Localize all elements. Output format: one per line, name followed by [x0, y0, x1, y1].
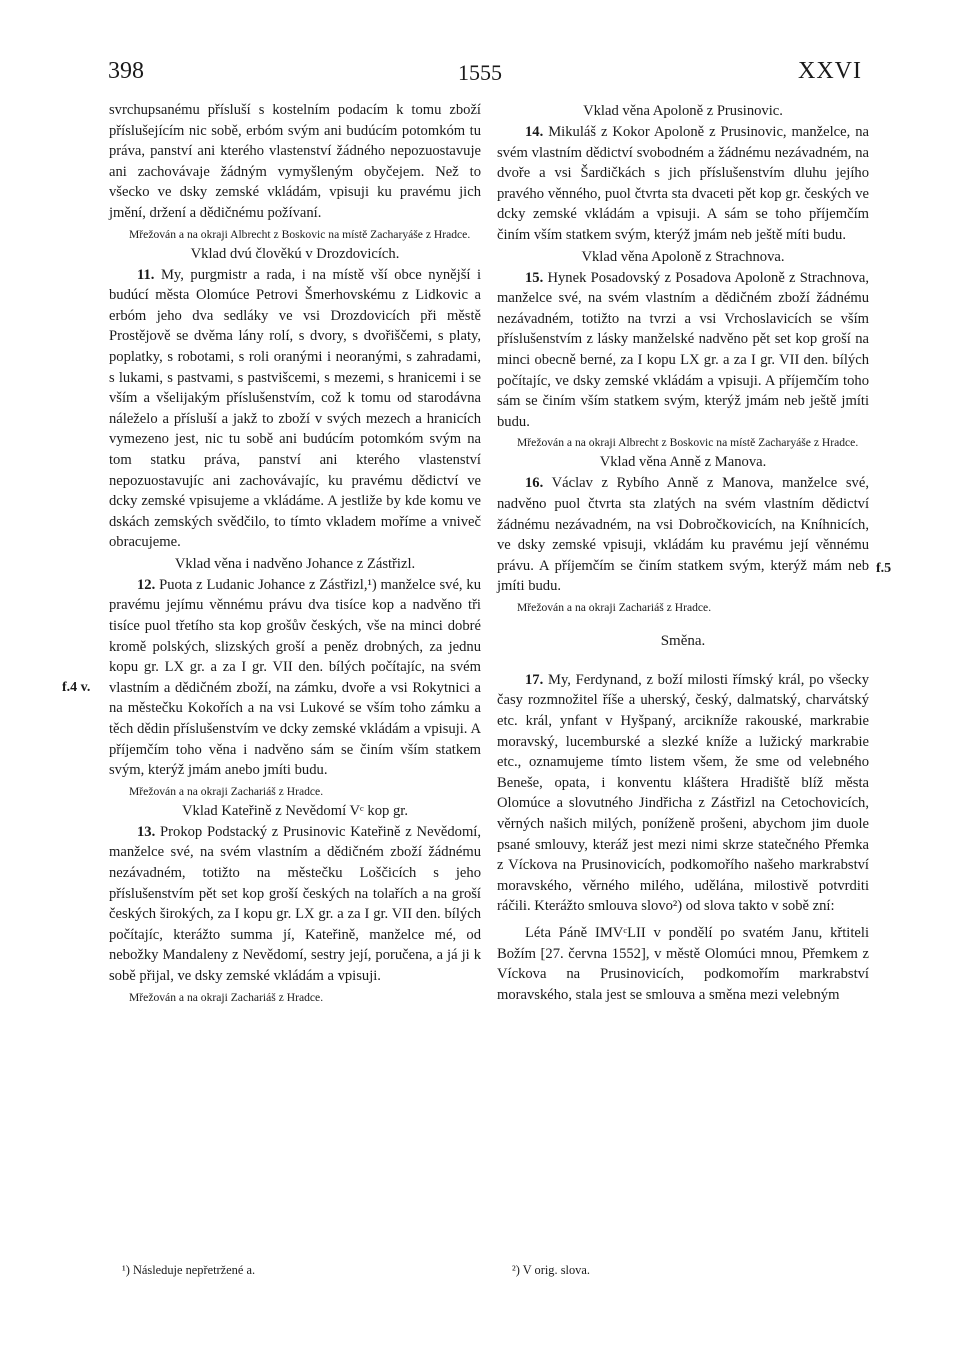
entry-number: 11.	[137, 266, 155, 283]
entry-text: Puota z Ludanic Johance z Zástřizl,¹) manželce své, ku pravému jejímu věnnému právu dva tisíce kop a nadvěno tři tisíce puol třetího sta kop grošův českých, vše na minci dobré kromě polských, slizských groší a peněz drobných, za jednu kopu gr. LX gr. a za I gr. VII den. bílých počítajíc, na svém vlastním a dědičném zboží, na zámku, dvoře a vsi Rokytnici a na městečku Kokořích a na vsi Lukové se vším toho zámku a těch dědin příslušenstvím ve dcky zemské vkládám a vpisuji. A příjemčím toho věna i nadvěno sám se činím vším statkem svým, kterýž jmám anebo jmíti budu.	[109, 576, 481, 779]
annotation-note: Mřežován a na okraji Zachariáš z Hradce.	[129, 784, 324, 798]
entry-text: My, Ferdynand, z boží milosti římský král, po všecky časy rozmnožitel říše a uherský, český, dalmatský, charvátský etc. král, ynfant v Hyšpaný, arcikníže rakouské, markrabie moravský, lucemburské a slezké kníže a lužický markrabie etc., oznamujeme tímto listem všem, že sme od velebného Beneše, opata, i konventu kláštera Hradiště blíž města Olomúce a slovutného Jindřicha z Zástřizl na Cetochovicích, věrných našich milých, poníženě prošeni, abychom jim duole psané smlouvy, kteráž jest mezi nimi skrze statečného Přemka z Víckova na Prusinovicích, podkomořího našeho markrabství moravského, věrného milého, udělána, milostivě potvrditi ráčili. Kterážto smlouva slovo²) od slova takto v sobě zní:	[497, 671, 869, 915]
paragraph: svrchupsanému přísluší s kostelním podacím k tomu zboží příslušejícím nic sobě, erbóm svým ani budúcím potomkóm tu práva, panství ani kterého vlastenství žádného nepozuostavuje ani zachovávaje žádným vymyšleným obyčejem. Než to všecko ve dsky zemské vkládám, vpisuji ku pravému jich jmění, držení a dědičnému požívaní.	[109, 102, 481, 221]
entry-text: Hynek Posadovský z Posadova Apoloně z Strachnova, manželce své, na svém vlastním a dědičném zboží žádnému nezávadném, totižto na tvrzi a vsi Vrchoslavicích se vším příslušenstvím z lásky manželské nadvěno pět set kop groší na minci obecně berné, za I kopu LX gr. a za I gr. VII den. bílých počítajíc, ve dsky zemské vkládám a vpisuji. A příjemčím toho sám se činím vším statkem svým, kterýž jmám neb ještě jmíti budu.	[497, 269, 869, 430]
footnote-left: ¹) Následuje nepřetržené a.	[122, 1263, 256, 1277]
section-number: XXVI	[798, 58, 862, 84]
paragraph: Léta Páně IMVᶜLII v pondělí po svatém Janu, křtiteli Božím [27. června 1552], v městě Olomúci mnou, Přemkem z Víckova na Prusinovicích, podkomořím markrabství moravského, stala jest se smlouva a směna mezi velebným	[497, 925, 869, 1003]
entry-heading: Vklad věna Apoloně z Prusinovic.	[583, 103, 783, 119]
entry-heading: Vklad dvú člověkú v Drozdovicích.	[190, 245, 400, 262]
entry-number: 17.	[525, 671, 544, 688]
folio-marker-right: f.5	[876, 561, 892, 576]
entry-paragraph	[109, 575, 481, 781]
page-header	[0, 58, 960, 88]
annotation-note: Mřežován a na okraji Zachariáš z Hradce.	[129, 990, 324, 1004]
entry-number: 12.	[137, 576, 156, 593]
entry-number: 13.	[137, 823, 156, 840]
entry-paragraph	[109, 265, 481, 553]
entry-number: 15.	[525, 269, 544, 286]
entry-text: Václav z Rybího Anně z Manova, manželce své, nadvěno puol čtvrta sta zlatých na svém vlastním dědictví žádnému nezávadném, na vsi Dobročkovicích, na Kníhnicích, ve dsky zemské vpisuji, vkládám ku pravému její věnnému právu. A příjemčím se činím statkem svým, kterýž mám neb jmíti budu.	[497, 475, 869, 595]
page-number: 398	[108, 58, 144, 84]
entry-paragraph	[497, 122, 869, 246]
year: 1555	[458, 60, 502, 85]
entry-paragraph	[497, 268, 869, 433]
entry-paragraph	[109, 822, 481, 987]
entry-heading: Vklad Kateřině z Nevědomí Vᶜ kop gr.	[182, 802, 408, 819]
left-column	[109, 100, 481, 1006]
entry-heading: Vklad věna Apoloně z Strachnova.	[581, 248, 785, 265]
entry-paragraph	[497, 670, 869, 917]
right-column	[497, 100, 869, 1005]
entry-text: Prokop Podstacký z Prusinovic Kateřině z Nevědomí, manželce své, na svém vlastním a dědičném zboží žádnému nezávadném, totižto na městečku Loščicích s jeho příslušenstvím pět set kop groší českých na tolařích a na groší českých širokých, za I kopu gr. LX gr. a za I gr. VII den. bílých počítajíc, kterážto summa jí, Kateřině, manželce mé, od nebožky Mandaleny z Nevědomí, sestry její, poručena, a já ji k sobě přijal, ve dsky zemské vkládám a vpisuji.	[109, 823, 481, 984]
entry-text: Mikuláš z Kokor Apoloně z Prusinovic, manželce, na svém vlastním dědictví svobodném a žádnému nezávadném, na dvoře a vsi Šardičkách s jich příslušenstvím dluhu jejího pravého věnného, puol čtvrta sta dvaceti pět kop gr. českých ve dcky zemské vkládám a vpisuji. A sám se toho příjemčím činím vším statkem svým, kterýž jmám neb ještě míti budu.	[497, 124, 869, 243]
entry-heading: Vklad věna Anně z Manova.	[599, 454, 767, 471]
folio-marker-left: f.4 v.	[62, 680, 91, 695]
section-heading: Směna.	[660, 632, 706, 649]
footnote-right: ²) V orig. slova.	[512, 1263, 590, 1277]
annotation-note: Mřežován a na okraji Albrecht z Boskovic na místě Zacharyáše z Hradce.	[517, 436, 859, 450]
entry-number: 14.	[525, 124, 544, 140]
entry-text: My, purgmistr a rada, i na místě vší obce nynější i budúcí města Olomúce Petrovi Šmerhovskému z Lidkovic a erbóm jeho dva sedláky ve vsi Drozdovicích při městě Prostějově se dvěma lány rolí, s dvory, s dvořiščemi, s platy, poplatky, s robotami, s roli oranými i neoranými, s zahradami, s lukami, s pastvami, s pastvišcemi, s mezemi, s hranicemi i se vším a všelijakým příslušenstvím, což k tomu od starodávna náleželo a přísluší a jakž to zboží v svých mezech a hranicích vymezeno jest, nic tu sobě ani budúcím potomkóm svým na tom statku práva, panství ani kterého vlastenství nepozuostavujíc ani zachovávajíc, ku pravému dědictví ve dcky zemské vpisujeme a vkládáme. A jestliže by kde komu ve dskách zemských svědčilo, to tímto vkladem moříme a vniveč obracujeme.	[109, 266, 481, 551]
entry-paragraph	[497, 473, 869, 597]
entry-number: 16.	[525, 475, 544, 492]
annotation-note: Mřežován a na okraji Zachariáš z Hradce.	[517, 600, 712, 614]
entry-heading: Vklad věna i nadvěno Johance z Zástřizl.	[174, 555, 416, 572]
annotation-note: Mřežován a na okraji Albrecht z Boskovic na místě Zacharyáše z Hradce.	[129, 227, 471, 241]
